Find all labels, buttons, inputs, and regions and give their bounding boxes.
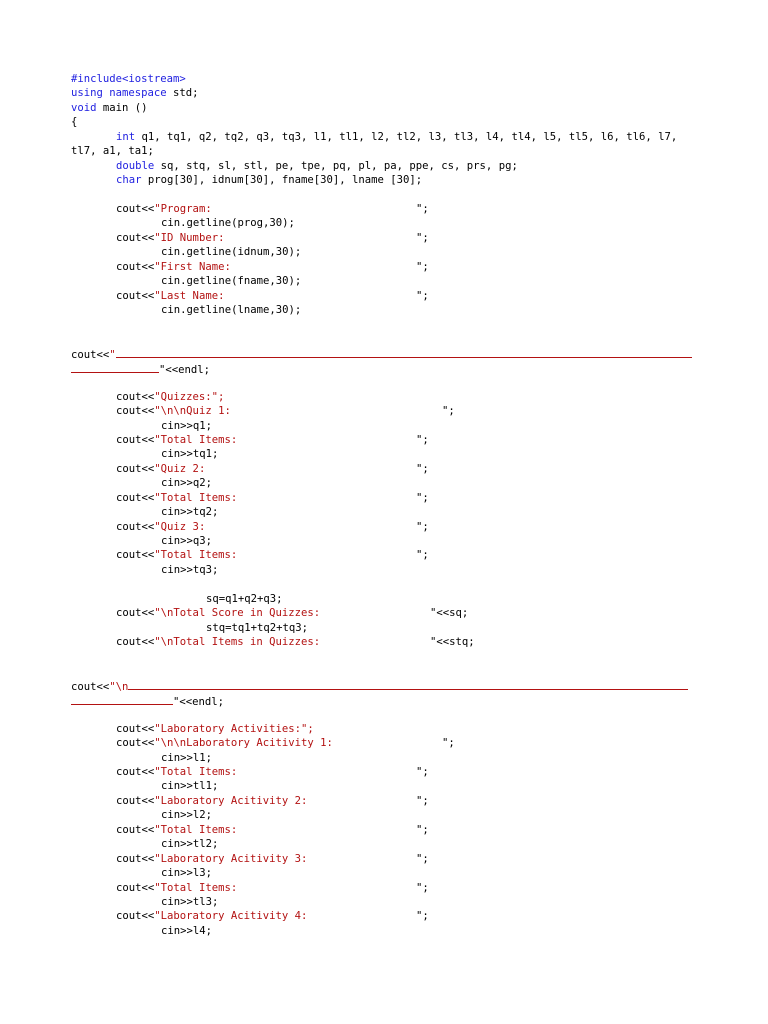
separator-2-line <box>0 678 768 692</box>
int-vars: q1, tq1, q2, tq2, q3, tq3, l1, tl1, l2, tl2, l3, tl3, l4, tl4, l5, tl5, l6, tl6, l7, <box>135 130 678 143</box>
cout: cout<< <box>116 390 155 403</box>
lab-item-prompt: Laboratory Acitivity 3: <box>160 852 308 865</box>
cin-quiz-item-line <box>0 476 768 490</box>
quote-semicolon: "; <box>416 231 429 244</box>
quote: " <box>154 260 161 273</box>
quote-semicolon: "; <box>416 852 429 865</box>
cin-q1: cin>>q1; <box>161 419 213 432</box>
cout: cout<< <box>116 607 155 620</box>
cin-l1: cin>>l1; <box>161 751 213 764</box>
quote: " <box>154 766 161 778</box>
cin-lab-item: cin>>tl3; <box>161 895 219 908</box>
cout-quiz-item-line <box>0 520 768 534</box>
cin-lab-item: cin>>tl1; <box>161 780 219 793</box>
lab1-prompt: \n\nLaboratory Acitivity 1: <box>160 737 333 750</box>
quote: " <box>154 794 161 807</box>
cout: cout<< <box>116 852 155 865</box>
cout-quiz1-line <box>0 404 768 418</box>
separator-1-cont-line <box>0 361 768 375</box>
separator-rule <box>128 678 688 690</box>
include-directive: #include<iostream> <box>71 73 186 85</box>
quote: " <box>154 289 161 302</box>
quote: " <box>154 462 161 475</box>
sum-score-expr: sq=q1+q2+q3; <box>206 592 283 605</box>
quiz-item-prompt: Quiz 3: <box>160 520 206 533</box>
fname-prompt: First Name: <box>160 260 231 273</box>
quiz-item-prompt: Total Items: <box>160 491 238 504</box>
getline-prog: cin.getline(prog,30); <box>161 217 295 230</box>
getline-idnum-line <box>0 245 768 259</box>
quizzes-heading-line <box>0 390 768 404</box>
newline-escape: \n <box>115 681 129 694</box>
using-keyword: using namespace <box>71 87 167 100</box>
cout: cout<< <box>116 433 155 446</box>
quote-semicolon: "; <box>442 405 455 418</box>
quote: " <box>154 202 161 215</box>
cout: cout<< <box>116 881 155 894</box>
quote-semicolon: "; <box>416 823 429 836</box>
quote-semicolon: "; <box>416 520 429 533</box>
cin-lab-item-line <box>0 924 768 938</box>
quote-semicolon: "; <box>416 549 429 562</box>
getline-fname-line <box>0 274 768 288</box>
quiz-item-prompt: Quiz 2: <box>160 462 206 475</box>
total-items-line <box>0 635 768 649</box>
quizzes-heading: "Quizzes:"; <box>154 390 225 403</box>
quote-semicolon: "; <box>416 260 429 273</box>
lab-item-prompt: Total Items: <box>160 881 238 894</box>
quiz1-prompt: \n\nQuiz 1: <box>160 405 231 418</box>
cout-quiz-item-line <box>0 462 768 476</box>
getline-program-line <box>0 216 768 230</box>
separator-2-cont-line <box>0 693 768 707</box>
quote-semicolon: "; <box>416 794 429 807</box>
char-keyword: char <box>116 174 142 187</box>
include-line <box>0 72 768 86</box>
cin-lab-item: cin>>l3; <box>161 867 213 880</box>
int-decl-cont-line <box>0 144 768 158</box>
cout: cout<< <box>71 349 110 362</box>
quote-semicolon: "; <box>416 202 429 215</box>
quote-semicolon: "; <box>416 491 429 504</box>
quote: " <box>154 433 161 446</box>
cin-lab-item: cin>>l4; <box>161 924 213 937</box>
open-brace-line <box>0 115 768 129</box>
quote: " <box>154 852 161 865</box>
total-items-tail: "<<stq; <box>430 636 475 649</box>
quote: " <box>154 607 161 620</box>
quiz-item-prompt: Total Items: <box>160 549 238 562</box>
cin-quiz-item: cin>>q3; <box>161 535 213 547</box>
open-brace: { <box>71 116 78 129</box>
lab-item-prompt: Laboratory Acitivity 4: <box>160 910 308 923</box>
using-line <box>0 86 768 100</box>
separator-rule <box>71 361 159 373</box>
quote: " <box>154 910 161 923</box>
separator-1-line <box>0 346 768 360</box>
labs-heading-line <box>0 722 768 736</box>
void-keyword: void <box>71 101 97 114</box>
char-vars: prog[30], idnum[30], fname[30], lname [30]; <box>141 174 423 187</box>
main-signature: main () <box>96 101 148 114</box>
using-rest: std; <box>166 87 199 100</box>
cin-lab-item-line <box>0 895 768 909</box>
cin-q1-line <box>0 419 768 433</box>
double-decl-line <box>0 159 768 173</box>
quote: " <box>154 549 161 562</box>
endl: "<<endl; <box>173 695 225 708</box>
cout: cout<< <box>116 910 155 923</box>
cin-lab-item-line <box>0 866 768 880</box>
total-score-line <box>0 606 768 620</box>
cout-quiz-item-line <box>0 548 768 562</box>
quote: " <box>154 636 161 649</box>
getline-lname-line <box>0 303 768 317</box>
cin-lab-item-line <box>0 808 768 822</box>
cout: cout<< <box>116 491 155 504</box>
cout: cout<< <box>116 766 155 778</box>
cout-lab-item-line <box>0 765 768 779</box>
quote-semicolon: "; <box>416 766 429 778</box>
cin-quiz-item: cin>>q2; <box>161 477 213 490</box>
int-vars-cont: tl7, a1, ta1; <box>71 145 154 158</box>
quote: " <box>154 520 161 533</box>
cout-quiz-item-line <box>0 433 768 447</box>
cin-lab-item-line <box>0 837 768 851</box>
total-score-tail: "<<sq; <box>430 607 469 620</box>
cin-lab-item-line <box>0 779 768 793</box>
cout: cout<< <box>116 636 155 649</box>
double-vars: sq, stq, sl, stl, pe, tpe, pq, pl, pa, ppe, cs, prs, pg; <box>154 159 518 172</box>
separator-rule <box>116 346 692 358</box>
endl: "<<endl; <box>159 363 211 376</box>
cin-lab-item: cin>>tl2; <box>161 838 219 851</box>
cout-lab-item-line <box>0 823 768 837</box>
sum-items-expr: stq=tq1+tq2+tq3; <box>206 621 309 634</box>
cout: cout<< <box>116 737 155 750</box>
quote-semicolon: "; <box>442 737 455 750</box>
cout-quiz-item-line <box>0 491 768 505</box>
quote: " <box>109 349 116 362</box>
quote-semicolon: "; <box>416 289 429 302</box>
cout: cout<< <box>116 794 155 807</box>
cout: cout<< <box>71 681 110 694</box>
lname-prompt: Last Name: <box>160 289 225 302</box>
cin-l1-line <box>0 751 768 765</box>
cout: cout<< <box>116 549 155 562</box>
cout: cout<< <box>116 202 155 215</box>
cin-quiz-item-line <box>0 447 768 461</box>
double-keyword: double <box>116 159 155 172</box>
quote-semicolon: "; <box>416 910 429 923</box>
lab-item-prompt: Total Items: <box>160 823 238 836</box>
cout-program-line <box>0 202 768 216</box>
cout: cout<< <box>116 289 155 302</box>
cout-idnum-line <box>0 231 768 245</box>
quote: " <box>154 231 161 244</box>
getline-idnum: cin.getline(idnum,30); <box>161 246 302 259</box>
cout-lab-item-line <box>0 794 768 808</box>
idnum-prompt: ID Number: <box>160 231 225 244</box>
separator-rule <box>71 693 173 705</box>
quiz-item-prompt: Total Items: <box>160 433 238 446</box>
sum-items-line <box>0 621 768 635</box>
quote: " <box>109 681 116 694</box>
cin-lab-item: cin>>l2; <box>161 809 213 822</box>
quote: " <box>154 823 161 836</box>
cout-lab-item-line <box>0 909 768 923</box>
quote-semicolon: "; <box>416 462 429 475</box>
getline-lname: cin.getline(lname,30); <box>161 304 302 316</box>
quote: " <box>154 491 161 504</box>
lab-item-prompt: Laboratory Acitivity 2: <box>160 794 308 807</box>
cout-lab-item-line <box>0 852 768 866</box>
quote: " <box>154 405 161 418</box>
int-keyword: int <box>116 130 136 143</box>
labs-heading: "Laboratory Activities:"; <box>154 722 314 735</box>
cin-quiz-item-line <box>0 563 768 577</box>
cout: cout<< <box>116 462 155 475</box>
cin-quiz-item: cin>>tq3; <box>161 563 219 576</box>
cout-lab-item-line <box>0 881 768 895</box>
char-decl-line <box>0 173 768 187</box>
quote: " <box>154 737 161 750</box>
lab-item-prompt: Total Items: <box>160 766 238 778</box>
main-line <box>0 101 768 115</box>
getline-fname: cin.getline(fname,30); <box>161 275 302 288</box>
program-prompt: Program: <box>160 202 212 215</box>
cout-lname-line <box>0 289 768 303</box>
cin-quiz-item-line <box>0 534 768 548</box>
int-decl-line <box>0 130 768 144</box>
cin-quiz-item: cin>>tq1; <box>161 448 219 461</box>
cout-fname-line <box>0 260 768 274</box>
cout: cout<< <box>116 520 155 533</box>
total-items-prompt: \nTotal Items in Quizzes: <box>160 636 321 649</box>
quote-semicolon: "; <box>416 433 429 446</box>
cout: cout<< <box>116 722 155 735</box>
quote-semicolon: "; <box>416 881 429 894</box>
cout: cout<< <box>116 823 155 836</box>
cout: cout<< <box>116 231 155 244</box>
quote: " <box>154 881 161 894</box>
total-score-prompt: \nTotal Score in Quizzes: <box>160 607 321 620</box>
cin-quiz-item: cin>>tq2; <box>161 506 219 519</box>
sum-score-line <box>0 592 768 606</box>
cout: cout<< <box>116 260 155 273</box>
cin-quiz-item-line <box>0 505 768 519</box>
cout: cout<< <box>116 405 155 418</box>
cout-lab1-line <box>0 736 768 750</box>
code-listing <box>0 72 768 938</box>
